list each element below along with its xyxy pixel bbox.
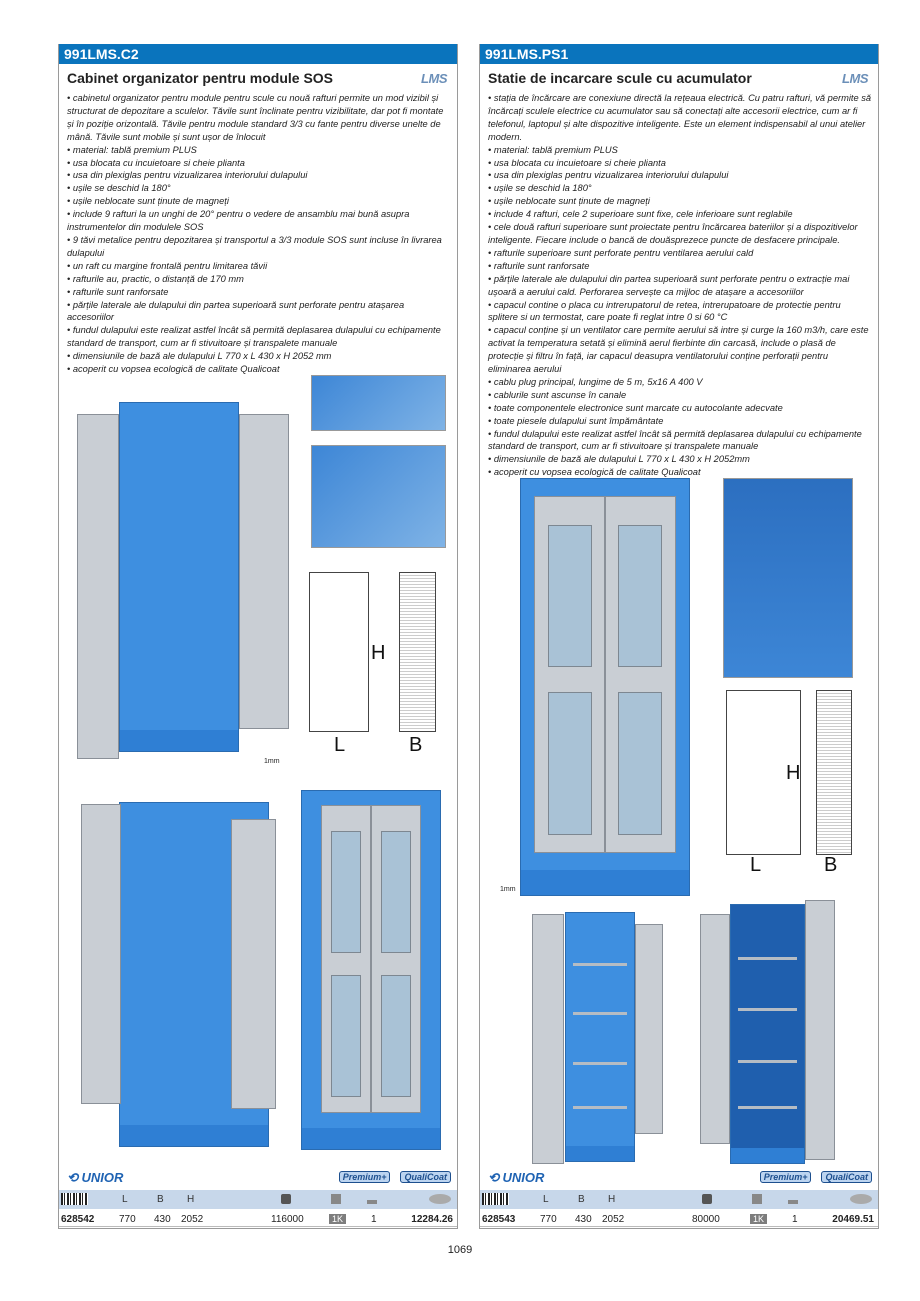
price-coins-icon [850, 1194, 872, 1204]
price: 12284.26 [411, 1214, 453, 1225]
value-pack: 1K [329, 1214, 346, 1224]
bullet-item: • dimensiunile de bază ale dulapului L 770 x L 430 x H 2052mm [488, 454, 750, 465]
detail-photo-trays [311, 375, 446, 431]
dim-B: B [409, 734, 423, 756]
bullet-item: • capacul conține și un ventilator care permite aerului să intre și curge la 160 m3/h, care este activat la temperatura setată și elimină aerul fierbinte din carcasă, include o plasă de protecție și filtru în față, iar capacul deasupra ventilatorului conține perforații pentru eliminarea aerului [488, 325, 869, 375]
unior-logo: ⟲ UNIOR [488, 1170, 545, 1185]
bullet-item: • ușile se deschid la 180° [488, 183, 592, 194]
bullet-item: • părțile laterale ale dulapului din partea superioară sunt perforate pentru o extracție mai ușoară a aerului cald. Perforarea servește ca mijloc de atașare a accesoriilor [488, 273, 850, 297]
product-code: 991LMS.C2 [59, 44, 457, 64]
bullet-item: • cele două rafturi superioare sunt proiectate pentru încărcarea bateriilor și a dispozitivelor inteligente. Fiecare include o bancă de douăsprezece puncte de desfacere principale. [488, 222, 858, 245]
barcode-icon [61, 1193, 88, 1205]
bullet-item: • rafturile superioare sunt perforate pentru ventilarea aerului cald [488, 247, 754, 258]
front-drawing [309, 572, 369, 732]
bullet-item: • un raft cu margine frontală pentru limitarea tăvii [67, 260, 268, 271]
value-pack: 1K [750, 1214, 767, 1224]
table-header [480, 1190, 878, 1209]
bullet-item: • toate piesele dulapului sunt împământate [488, 415, 664, 426]
lms-logo: LMS [421, 71, 447, 86]
value-B: 430 [575, 1214, 592, 1225]
qualicoat-badge: QualiCoat [400, 1171, 451, 1183]
value-L: 770 [540, 1214, 557, 1225]
bullet-item: • usa blocata cu incuietoare si cheie plianta [67, 157, 245, 168]
bullet-item: • material: tablă premium PLUS [488, 144, 618, 155]
cabinet-open-image [119, 402, 239, 752]
value-qty: 1 [371, 1214, 377, 1225]
weight-icon [281, 1194, 291, 1204]
bullet-item: • rafturile sunt ranforsate [67, 286, 169, 297]
tolerance-1mm: 1mm [264, 758, 280, 765]
bullet-item: • cablurile sunt ascunse în canale [488, 389, 627, 400]
bullet-item: • cablu plug principal, lungime de 5 m, 5x16 A 400 V [488, 376, 703, 387]
bullet-item: • material: tablă premium PLUS [67, 144, 197, 155]
bullet-item: • fundul dulapului este realizat astfel încât să permită deplasarea dulapului cu echipamente standard de transport, cum ar fi stivuitoare și transpalete manuale [488, 428, 862, 452]
brand-row [480, 1170, 878, 1188]
price-coins-icon [429, 1194, 451, 1204]
product-title: Cabinet organizator pentru module SOS [67, 70, 334, 86]
dim-H: H [371, 642, 386, 664]
table-header [59, 1190, 457, 1209]
bullet-item: • usa din plexiglas pentru vizualizarea interiorului dulapului [67, 170, 308, 181]
value-weight: 116000 [271, 1214, 304, 1225]
dim-L: L [334, 734, 346, 756]
bullet-item: • rafturile sunt ranforsate [488, 260, 590, 271]
bullet-item: • capacul contine o placa cu intrerupatorul de retea, intrerupatoare de protectie pentru splitere si un termostat, care poate fi reglat intre 0 si 60 °C [488, 299, 841, 323]
bullet-item: • usa blocata cu incuietoare si cheie plianta [488, 157, 666, 168]
premium-badge: Premium+ [760, 1171, 812, 1183]
unior-logo: ⟲ UNIOR [67, 1170, 124, 1185]
product-title: Statie de incarcare scule cu acumulator [488, 70, 752, 86]
bullet-item: • dimensiunile de bază ale dulapului L 770 x L 430 x H 2052 mm [67, 351, 332, 362]
article-number: 628543 [482, 1214, 516, 1225]
value-H: 2052 [181, 1214, 204, 1225]
right-door-image [239, 414, 289, 729]
door-left-image-2 [81, 804, 121, 1104]
dim-H: H [786, 762, 801, 784]
left-door-image [77, 414, 119, 759]
dim-L: L [750, 854, 762, 876]
product-panel-c2 [58, 44, 458, 1229]
door-image [700, 914, 730, 1144]
brand-row [59, 1170, 457, 1188]
weight-icon [702, 1194, 712, 1204]
product-description [67, 92, 452, 376]
charging-cabinet-empty-image [565, 912, 635, 1162]
door-image [635, 924, 663, 1134]
door-image [532, 914, 564, 1164]
dim-B: B [824, 854, 838, 876]
value-B: 430 [154, 1214, 171, 1225]
bullet-item: • include 9 rafturi la un unghi de 20° pentru o vedere de ansamblu mai bună asupra instrumentelor din modulele SOS [67, 209, 410, 233]
article-number: 628542 [61, 1214, 95, 1225]
door-right-image-2 [231, 819, 276, 1109]
charging-cabinet-tools-image [730, 904, 805, 1164]
detail-photo-magnet [311, 445, 446, 548]
barcode-icon [482, 1193, 509, 1205]
bullet-item: • usa din plexiglas pentru vizualizarea interiorului dulapului [488, 170, 729, 181]
col-H: H [187, 1194, 195, 1205]
charging-shelves-photo [723, 478, 853, 678]
col-B: B [157, 1194, 164, 1205]
bullet-item: • include 4 rafturi, cele 2 superioare sunt fixe, cele inferioare sunt reglabile [488, 209, 793, 220]
col-L: L [543, 1194, 549, 1205]
value-H: 2052 [602, 1214, 625, 1225]
cabinet-closed-image [301, 790, 441, 1150]
bullet-item: • fundul dulapului este realizat astfel încât să permită deplasarea dulapului cu echipamente standard de transport, cum ar fi stivuitoare și transpalete manuale [67, 325, 441, 349]
table-row [480, 1210, 878, 1227]
page-number: 1069 [447, 1244, 473, 1256]
side-drawing [816, 690, 852, 855]
value-L: 770 [119, 1214, 136, 1225]
value-weight: 80000 [692, 1214, 720, 1225]
col-B: B [578, 1194, 585, 1205]
door-image [805, 900, 835, 1160]
side-drawing [399, 572, 436, 732]
col-H: H [608, 1194, 616, 1205]
bullet-item: • ușile neblocate sunt ținute de magneți [67, 196, 229, 207]
bullet-item: • ușile se deschid la 180° [67, 183, 171, 194]
package-icon [752, 1194, 762, 1204]
tolerance-1mm: 1mm [500, 886, 516, 893]
charging-cabinet-closed-image [520, 478, 690, 896]
bullet-item: • rafturile au, practic, o distanță de 170 mm [67, 273, 244, 284]
qualicoat-badge: QualiCoat [821, 1171, 872, 1183]
lms-logo: LMS [842, 71, 868, 86]
col-L: L [122, 1194, 128, 1205]
bullet-item: • cabinetul organizator pentru module pentru scule cu nouă rafturi permite un mod vizibil și structurat de depozitare a sculelor. Tăvile sunt înclinate pentru vizibilitate, dar pot fi montate și în poziție orizontală. Tăvile pentru module standard 3/3 cu fante pentru diverse unelte de mână. Tăvile sunt mobile și sunt ușor de înlocuit [67, 93, 444, 142]
product-panel-ps1 [479, 44, 879, 1229]
value-qty: 1 [792, 1214, 798, 1225]
quantity-icon [367, 1194, 377, 1204]
bullet-item: • ușile neblocate sunt ținute de magneți [488, 196, 650, 207]
table-row [59, 1210, 457, 1227]
bullet-item: • stația de încărcare are conexiune directă la rețeaua electrică. Cu patru rafturi, vă permite să încărcați sculele electrice cu acumulator sau să conectați alte accesorii electrice, cum ar fi telefonul, laptopul și alte dispozitive inteligente. Este un element indispensabil al unui atelier modern. [488, 93, 872, 142]
bullet-item: • toate componentele electronice sunt marcate cu autocolante adecvate [488, 402, 783, 413]
package-icon [331, 1194, 341, 1204]
product-code: 991LMS.PS1 [480, 44, 878, 64]
product-description [488, 92, 873, 479]
price: 20469.51 [832, 1214, 874, 1225]
bullet-item: • 9 tăvi metalice pentru depozitarea și transportul a 3/3 module SOS sunt incluse în livrarea dulapului [67, 234, 442, 258]
bullet-item: • acoperit cu vopsea ecologică de calitate Qualicoat [67, 364, 280, 375]
bullet-item: • părțile laterale ale dulapului din partea superioară sunt perforate pentru atașarea accesoriilor [67, 299, 405, 323]
quantity-icon [788, 1194, 798, 1204]
premium-badge: Premium+ [339, 1171, 391, 1183]
bullet-item: • acoperit cu vopsea ecologică de calitate Qualicoat [488, 467, 701, 478]
